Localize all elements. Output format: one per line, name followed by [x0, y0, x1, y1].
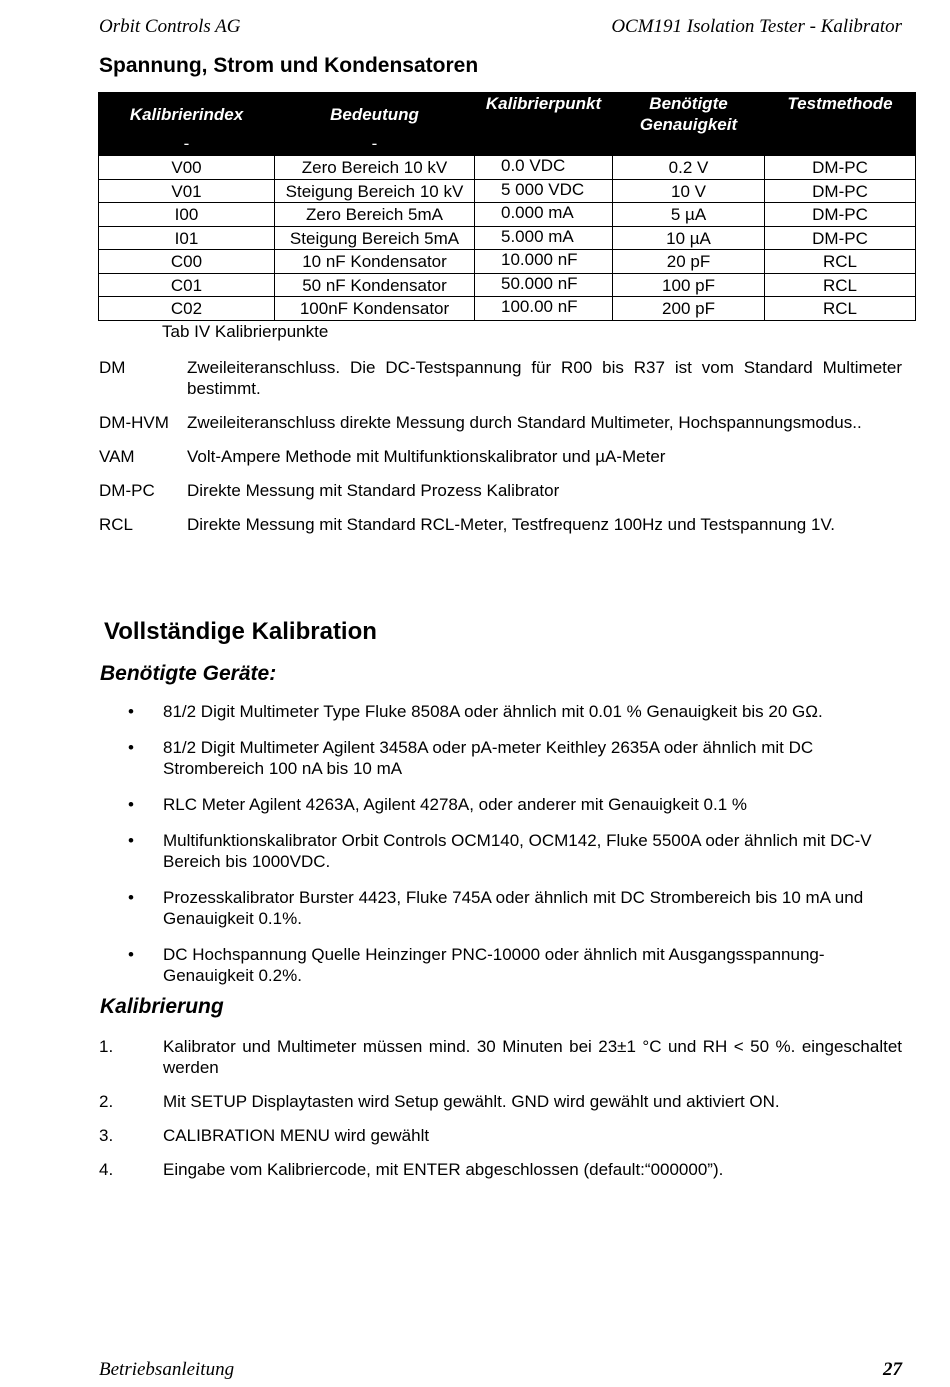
step-number: 2. — [99, 1092, 114, 1111]
cell-point: 5.000 mA — [475, 226, 613, 250]
table-row — [99, 156, 916, 180]
table-row — [99, 226, 916, 250]
definition-item — [99, 357, 902, 399]
list-item-text: RLC Meter Agilent 4263A, Agilent 4278A, oder anderer mit Genauigkeit 0.1 % — [163, 795, 748, 814]
col-header-meaning: Bedeutung — [275, 93, 475, 135]
cell-point: 0.000 mA — [475, 203, 613, 227]
cell-point: 10.000 nF — [475, 250, 613, 274]
col-header-accuracy — [613, 93, 765, 156]
step-item — [99, 1036, 902, 1078]
cell-meaning: 100nF Kondensator — [275, 297, 475, 321]
definition-desc: Direkte Messung mit Standard RCL-Meter, Testfrequenz 100Hz und Testspannung 1V. — [187, 515, 835, 534]
step-number: 3. — [99, 1126, 114, 1145]
table-row — [99, 179, 916, 203]
cell-point: 50.000 nF — [475, 273, 613, 297]
definition-term: RCL — [99, 515, 134, 534]
full-calibration-heading: Vollständige Kalibration — [104, 618, 377, 645]
list-item-text: 81/2 Digit Multimeter Agilent 3458A oder pA-meter Keithley 2635A oder ähnlich mit DC Strombereich 100 nA bis 10 mA — [163, 738, 814, 778]
cell-point: 5 000 VDC — [475, 179, 613, 203]
definition-item — [99, 412, 902, 433]
page-number: 27 — [883, 1359, 902, 1380]
cell-accuracy: 200 pF — [613, 297, 765, 321]
definition-list — [99, 357, 902, 548]
cell-index: C01 — [99, 273, 275, 297]
calibration-table — [98, 92, 916, 321]
bullet-icon: • — [128, 702, 134, 721]
table-row — [99, 203, 916, 227]
cell-point: 0.0 VDC — [475, 156, 613, 180]
table-caption: Tab IV Kalibrierpunkte — [162, 322, 329, 341]
list-item-text: Prozesskalibrator Burster 4423, Fluke 745A oder ähnlich mit DC Strombereich bis 10 mA und Genauigkeit 0.1%. — [163, 888, 864, 928]
table-row — [99, 297, 916, 321]
header-document-title: OCM191 Isolation Tester - Kalibrator — [611, 16, 902, 37]
cell-method: RCL — [765, 250, 916, 274]
col-header-index: Kalibrierindex — [99, 93, 275, 135]
definition-term: DM-PC — [99, 481, 155, 500]
definition-term: VAM — [99, 447, 135, 466]
bullet-icon: • — [128, 888, 134, 907]
calibration-heading: Kalibrierung — [100, 995, 224, 1018]
bullet-icon: • — [128, 831, 134, 850]
footer-label: Betriebsanleitung — [99, 1359, 235, 1380]
definition-item — [99, 480, 902, 501]
definition-term: DM — [99, 358, 126, 377]
bullet-icon: • — [128, 795, 134, 814]
cell-meaning: 10 nF Kondensator — [275, 250, 475, 274]
bullet-icon: • — [128, 945, 134, 964]
subheader-dash: - — [99, 135, 275, 156]
definition-item — [99, 446, 902, 467]
cell-method: RCL — [765, 297, 916, 321]
col-header-method: Testmethode — [765, 93, 916, 156]
bullet-icon: • — [128, 738, 134, 757]
cell-index: I01 — [99, 226, 275, 250]
table-row — [99, 273, 916, 297]
list-item-text: Multifunktionskalibrator Orbit Controls OCM140, OCM142, Fluke 5500A oder ähnlich mit DC-V Bereich bis 1000VDC. — [163, 831, 872, 871]
list-item — [99, 701, 902, 722]
step-text: Mit SETUP Displaytasten wird Setup gewählt. GND wird gewählt und aktiviert ON. — [163, 1092, 780, 1111]
list-item — [99, 794, 902, 815]
header-company: Orbit Controls AG — [99, 16, 241, 37]
subheader-dash: - — [275, 135, 475, 156]
section-title: Spannung, Strom und Kondensatoren — [99, 54, 479, 77]
cell-meaning: Zero Bereich 5mA — [275, 203, 475, 227]
cell-method: DM-PC — [765, 203, 916, 227]
definition-desc: Zweileiteranschluss. Die DC-Testspannung für R00 bis R37 ist vom Standard Multimeter bestimmt. — [187, 358, 902, 398]
cell-accuracy: 100 pF — [613, 273, 765, 297]
list-item — [99, 830, 902, 872]
cell-meaning: 50 nF Kondensator — [275, 273, 475, 297]
cell-index: C02 — [99, 297, 275, 321]
cell-index: C00 — [99, 250, 275, 274]
step-number: 4. — [99, 1160, 114, 1179]
cell-method: DM-PC — [765, 226, 916, 250]
definition-desc: Zweileiteranschluss direkte Messung durch Standard Multimeter, Hochspannungsmodus.. — [187, 413, 862, 432]
cell-accuracy: 5 µA — [613, 203, 765, 227]
step-text: CALIBRATION MENU wird gewählt — [163, 1126, 430, 1145]
step-number: 1. — [99, 1037, 114, 1056]
cell-accuracy: 10 µA — [613, 226, 765, 250]
cell-meaning: Steigung Bereich 5mA — [275, 226, 475, 250]
table-row — [99, 250, 916, 274]
cell-point: 100.00 nF — [475, 297, 613, 321]
list-item — [99, 887, 902, 929]
calibration-steps — [99, 1036, 902, 1193]
equipment-heading: Benötigte Geräte: — [100, 662, 277, 685]
step-item — [99, 1159, 902, 1180]
list-item-text: DC Hochspannung Quelle Heinzinger PNC-10000 oder ähnlich mit Ausgangsspannung-Genauigkeit 0.2%. — [163, 945, 825, 985]
equipment-list — [99, 701, 902, 1001]
cell-method: RCL — [765, 273, 916, 297]
definition-term: DM-HVM — [99, 413, 169, 432]
cell-accuracy: 10 V — [613, 179, 765, 203]
list-item-text: 81/2 Digit Multimeter Type Fluke 8508A oder ähnlich mit 0.01 % Genauigkeit bis 20 GΩ. — [163, 702, 823, 721]
cell-index: V01 — [99, 179, 275, 203]
cell-meaning: Steigung Bereich 10 kV — [275, 179, 475, 203]
cell-method: DM-PC — [765, 156, 916, 180]
cell-accuracy: 0.2 V — [613, 156, 765, 180]
step-text: Kalibrator und Multimeter müssen mind. 30 Minuten bei 23±1 °C und RH < 50 %. eingeschaltet werden — [163, 1037, 902, 1077]
step-item — [99, 1125, 902, 1146]
cell-accuracy: 20 pF — [613, 250, 765, 274]
cell-index: I00 — [99, 203, 275, 227]
cell-index: V00 — [99, 156, 275, 180]
cell-meaning: Zero Bereich 10 kV — [275, 156, 475, 180]
definition-item — [99, 514, 902, 535]
col-header-point: Kalibrierpunkt — [475, 93, 613, 156]
definition-desc: Direkte Messung mit Standard Prozess Kalibrator — [187, 481, 560, 500]
list-item — [99, 944, 902, 986]
definition-desc: Volt-Ampere Methode mit Multifunktionskalibrator und µA-Meter — [187, 447, 666, 466]
list-item — [99, 737, 902, 779]
cell-method: DM-PC — [765, 179, 916, 203]
step-item — [99, 1091, 902, 1112]
col-header-accuracy-text: Benötigte Genauigkeit — [639, 94, 738, 134]
step-text: Eingabe vom Kalibriercode, mit ENTER abgeschlossen (default:“000000”). — [163, 1160, 724, 1179]
